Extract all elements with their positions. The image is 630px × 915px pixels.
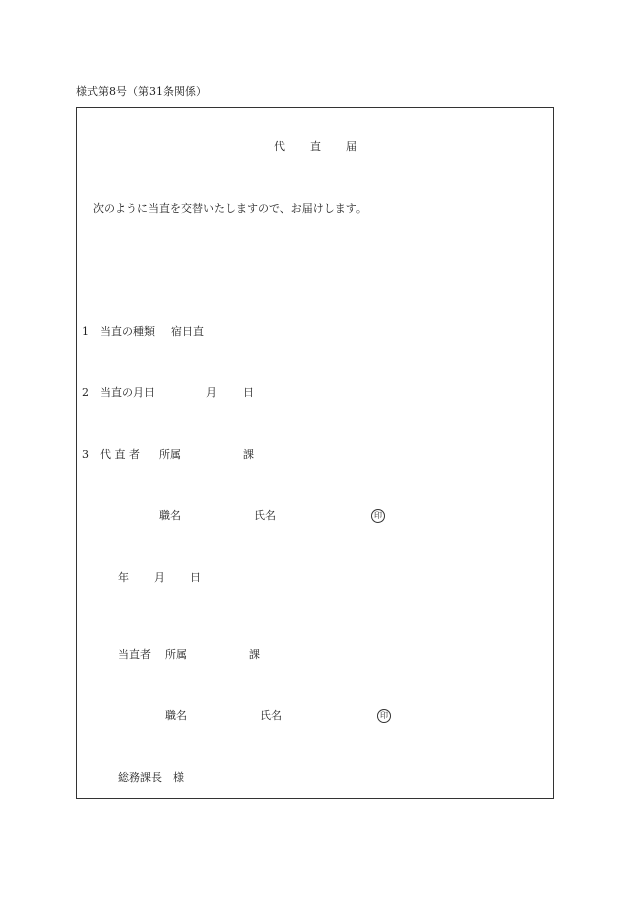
on-duty-seal-mark: 印 xyxy=(377,709,391,723)
item2-label: 当直の月日 xyxy=(100,386,155,399)
item3-number: 3 xyxy=(82,448,89,461)
date-day: 日 xyxy=(190,571,201,584)
item3-label: 代 直 者 xyxy=(100,448,140,461)
addressee: 総務課長 様 xyxy=(118,771,184,784)
date-year: 年 xyxy=(118,571,129,584)
form-title-char-2: 直 xyxy=(310,140,321,153)
on-duty-position-label: 職名 xyxy=(165,709,187,722)
form-number: 様式第8号（第31条関係） xyxy=(76,85,207,98)
form-title-char-1: 代 xyxy=(274,140,285,153)
item3-name-label: 氏名 xyxy=(254,509,276,522)
on-duty-label: 当直者 xyxy=(118,648,151,661)
item1-value: 宿日直 xyxy=(171,325,204,338)
on-duty-affiliation-label: 所属 xyxy=(165,648,187,661)
item3-position-label: 職名 xyxy=(159,509,181,522)
on-duty-section-label: 課 xyxy=(249,648,260,661)
item2-month: 月 xyxy=(206,386,217,399)
date-month: 月 xyxy=(154,571,165,584)
form-title-char-3: 届 xyxy=(346,140,357,153)
item2-number: 2 xyxy=(82,386,89,399)
item3-section-label: 課 xyxy=(243,448,254,461)
item3-affiliation-label: 所属 xyxy=(159,448,181,461)
intro-text: 次のように当直を交替いたしますので、お届けします。 xyxy=(93,202,367,215)
item3-seal-mark: 印 xyxy=(371,509,385,523)
item1-label: 当直の種類 xyxy=(100,325,155,338)
on-duty-name-label: 氏名 xyxy=(260,709,282,722)
item2-day: 日 xyxy=(243,386,254,399)
item1-number: 1 xyxy=(82,325,89,338)
